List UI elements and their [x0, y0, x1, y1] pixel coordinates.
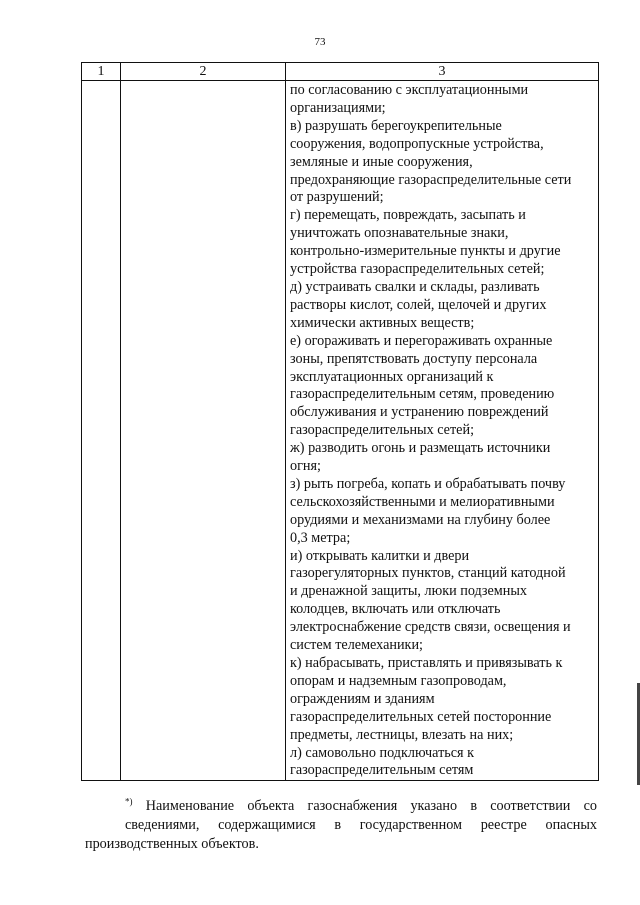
- text-line: предохраняющие газораспределительные сети: [290, 171, 572, 188]
- footnote-text: Наименование объекта газоснабжения указано в соответствии со: [145, 798, 598, 814]
- cell-column-1: [82, 81, 121, 781]
- text-line: растворы кислот, солей, щелочей и других: [290, 296, 547, 313]
- text-line: 0,3 метра;: [290, 529, 351, 546]
- regulation-table: [81, 62, 599, 781]
- text-line: газораспределительным сетям, проведению: [290, 386, 555, 403]
- text-line: обслуживания и устранению повреждений: [290, 404, 549, 421]
- text-line: контрольно-измерительные пункты и другие: [290, 243, 561, 260]
- column-header-3: 3: [286, 63, 599, 81]
- text-line: е) огораживать и перегораживать охранные: [290, 332, 553, 349]
- text-line: к) набрасывать, приставлять и привязывать к: [290, 655, 563, 671]
- text-line: з) рыть погреба, копать и обрабатывать почву: [290, 475, 566, 492]
- column-header-2: 2: [121, 63, 286, 81]
- footnote-text: производственных объектов.: [85, 836, 259, 852]
- text-line: сельскохозяйственными и мелиоративными: [290, 493, 555, 510]
- cell-column-2: [121, 81, 286, 781]
- text-line: опорам и надземным газопроводам,: [290, 672, 507, 689]
- footnote-text: сведениями, содержащимися в государственном реестре опасных: [125, 817, 597, 833]
- text-line: и дренажной защиты, люки подземных: [290, 583, 527, 600]
- footnote: [85, 797, 597, 854]
- table-row: [82, 81, 599, 781]
- footnote-line: [85, 816, 597, 835]
- text-line: устройства газораспределительных сетей;: [290, 261, 545, 278]
- text-line: газораспределительных сетей;: [290, 422, 475, 439]
- text-line: сооружения, водопропускные устройства,: [290, 135, 544, 152]
- text-line: от разрушений;: [290, 189, 384, 206]
- text-line: химически активных веществ;: [290, 314, 475, 331]
- text-line: огня;: [290, 458, 321, 475]
- cell-column-3: [286, 81, 599, 781]
- text-line: г) перемещать, повреждать, засыпать и: [290, 207, 526, 224]
- text-line: уничтожать опознавательные знаки,: [290, 225, 509, 242]
- text-line: электроснабжение средств связи, освещения и: [290, 619, 571, 636]
- text-line: по согласованию с эксплуатационными: [290, 82, 529, 98]
- text-line: организациями;: [290, 99, 386, 116]
- text-line: и) открывать калитки и двери: [290, 547, 470, 564]
- text-line: в) разрушать берегоукрепительные: [290, 117, 502, 134]
- text-line: л) самовольно подключаться к: [290, 744, 475, 761]
- text-line: предметы, лестницы, влезать на них;: [290, 726, 514, 743]
- text-line: систем телемеханики;: [290, 637, 423, 654]
- text-line: газорегуляторных пунктов, станций катодной: [290, 565, 566, 582]
- text-line: орудиями и механизмами на глубину более: [290, 511, 551, 528]
- text-line: д) устраивать свалки и склады, разливать: [290, 278, 540, 295]
- footnote-line: [85, 835, 597, 854]
- column-header-1: 1: [82, 63, 121, 81]
- text-line: газораспределительным сетям: [290, 762, 474, 779]
- text-line: земляные и иные сооружения,: [290, 153, 473, 170]
- table-header-row: [82, 63, 599, 81]
- text-line: эксплуатационных организаций к: [290, 368, 494, 385]
- text-line: газораспределительных сетей посторонние: [290, 708, 552, 725]
- page-number: 73: [314, 36, 326, 48]
- footnote-marker: *): [125, 796, 133, 807]
- text-line: ограждениям и зданиям: [290, 690, 435, 707]
- text-line: колодцев, включать или отключать: [290, 601, 501, 618]
- text-line: зоны, препятствовать доступу персонала: [290, 350, 538, 367]
- text-line: ж) разводить огонь и размещать источники: [290, 440, 551, 457]
- footnote-line: [85, 797, 597, 816]
